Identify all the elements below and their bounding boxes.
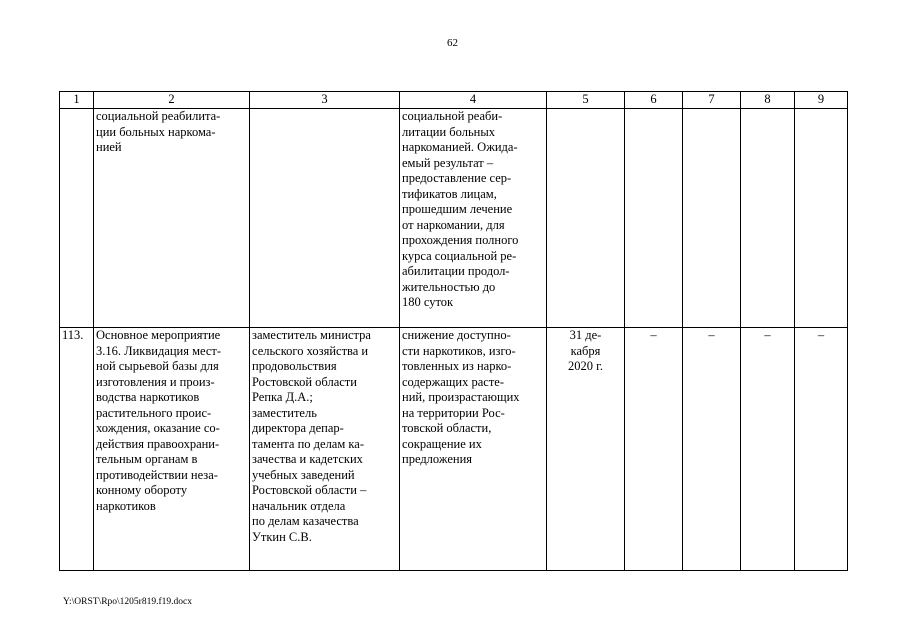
header-col-3: 3	[250, 92, 400, 109]
responsible-cell: заместитель министра сельского хозяйства и продовольствия Ростовской области Репка Д.А.; заместитель директора депар- тамента по делам ка- зачества и кадетских учебных заведений Ростовской области – начальник отдела по делам казачества Уткин С.В.	[250, 328, 400, 571]
col-7-cell: –	[683, 328, 741, 571]
responsible-cell	[250, 109, 400, 328]
col-8-cell	[741, 109, 795, 328]
header-col-4: 4	[400, 92, 547, 109]
header-col-7: 7	[683, 92, 741, 109]
col-9-cell: –	[795, 328, 848, 571]
table-row	[60, 109, 848, 328]
measures-table	[59, 91, 848, 571]
measure-name-cell: Основное мероприятие 3.16. Ликвидация мест- ной сырьевой базы для изготовления и произ- водства наркотиков растительного проис- хождения, оказание со- действия правоохрани- тельным органам в противодействии неза- конному обороту наркотиков	[94, 328, 250, 571]
col-7-cell	[683, 109, 741, 328]
col-9-cell	[795, 109, 848, 328]
row-number-cell: 113.	[60, 328, 94, 571]
header-row	[60, 92, 848, 109]
row-number-cell	[60, 109, 94, 328]
page-number: 62	[447, 37, 458, 49]
file-path-footer: Y:\ORST\Rpo\1205r819.f19.docx	[63, 597, 192, 607]
measure-name-cell: социальной реабилита- ции больных наркома- нией	[94, 109, 250, 328]
table-row	[60, 328, 848, 571]
col-6-cell: –	[625, 328, 683, 571]
result-cell: социальной реаби- литации больных наркоманией. Ожида- емый результат – предоставление сер- тификатов лицам, прошедшим лечение от наркомании, для прохождения полного курса социальной ре- абилитации продол- жительностью до 180 суток	[400, 109, 547, 328]
result-cell: снижение доступно- сти наркотиков, изго- товленных из нарко- содержащих расте- ний, произрастающих на территории Рос- товской области, сокращение их предложения	[400, 328, 547, 571]
header-col-6: 6	[625, 92, 683, 109]
header-col-1: 1	[60, 92, 94, 109]
header-col-2: 2	[94, 92, 250, 109]
header-col-8: 8	[741, 92, 795, 109]
header-col-9: 9	[795, 92, 848, 109]
col-8-cell: –	[741, 328, 795, 571]
deadline-cell	[547, 109, 625, 328]
deadline-cell: 31 де- кабря 2020 г.	[547, 328, 625, 571]
header-col-5: 5	[547, 92, 625, 109]
col-6-cell	[625, 109, 683, 328]
